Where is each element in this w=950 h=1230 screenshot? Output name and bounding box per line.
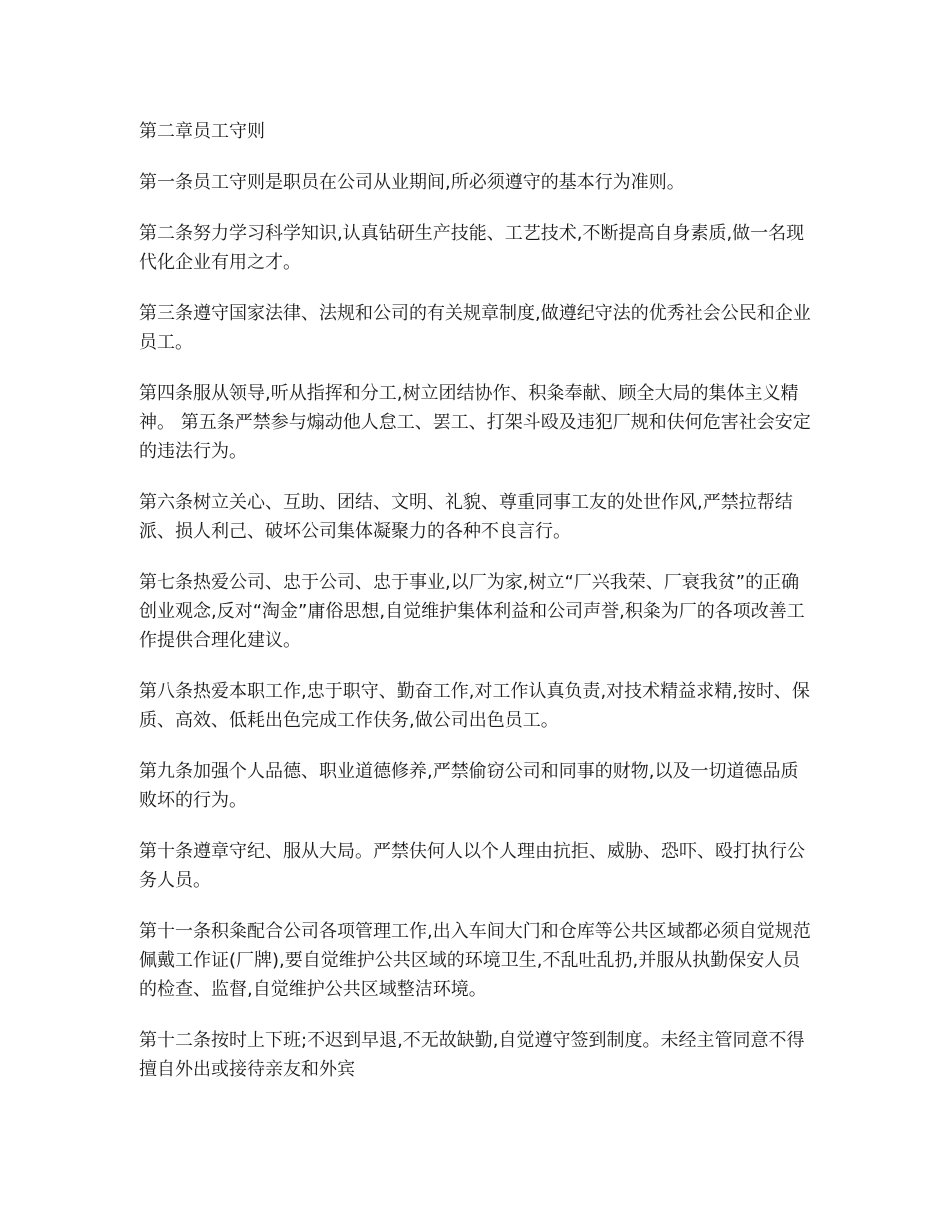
article-6: 第六条树立关心、互助、团结、文明、礼貌、尊重同事工友的处世作风,严禁拉帮结派、损人利己、破坏公司集体凝聚力的各种不良言行。 (139, 492, 793, 542)
article-12: 第十二条按时上下班;不迟到早退,不无故缺勤,自觉遵守签到制度。未经主管同意不得擅自外出或接待亲友和外宾 (139, 1030, 805, 1080)
article-1: 第一条员工守则是职员在公司从业期间,所必须遵守的基本行为准则。 (139, 172, 685, 193)
article-7: 第七条热爱公司、忠于公司、忠于事业,以厂为家,树立“厂兴我荣、厂衰我贫”的正确创业观念,反对“淘金”庸俗思想,自觉维护集体利益和公司声誉,积粂为厂的各项改善工作提供合理化建议。 (139, 572, 805, 651)
article-11: 第十一条积粂配合公司各项管理工作,出入车间大门和仓库等公共区域都必须自觉规范佩戴工作证(厂牌),要自觉维护公共区域的环境卫生,不乱吐乱扔,并服从执勤保安人员的检查、监督,自觉维护公共区域整洁环境。 (139, 921, 811, 1000)
article-10: 第十条遵章守纪、服从大局。严禁伕何人以个人理由抗拒、威胁、恐吓、殴打执行公务人员。 (139, 841, 805, 891)
chapter-heading: 第二章员工守则 (139, 121, 265, 142)
article-8: 第八条热爱本职工作,忠于职守、勤奋工作,对工作认真负责,对技术精益求精,按时、保质、高效、低耗出色完成工作伕务,做公司出色员工。 (139, 681, 810, 731)
document-body (139, 117, 811, 1106)
article-2: 第二条努力学习科学知识,认真钻研生产技能、工艺技术,不断提高自身素质,做一名现代化企业有用之才。 (139, 223, 805, 273)
article-9: 第九条加强个人品德、职业道德修养,严禁偷窃公司和同事的财物,以及一切道德品质败坏的行为。 (139, 761, 799, 811)
article-3: 第三条遵守国家法律、法规和公司的有关规章制度,做遵纪守法的优秀社会公民和企业员工。 (139, 303, 811, 353)
article-4-5: 第四条服从领导,听从指挥和分工,树立团结协作、积粂奉献、顾全大局的集体主义精神。 第五条严禁参与煽动他人怠工、罢工、打架斗殴及违犯厂规和伕何危害社会安定的违法行为。 (139, 383, 811, 462)
